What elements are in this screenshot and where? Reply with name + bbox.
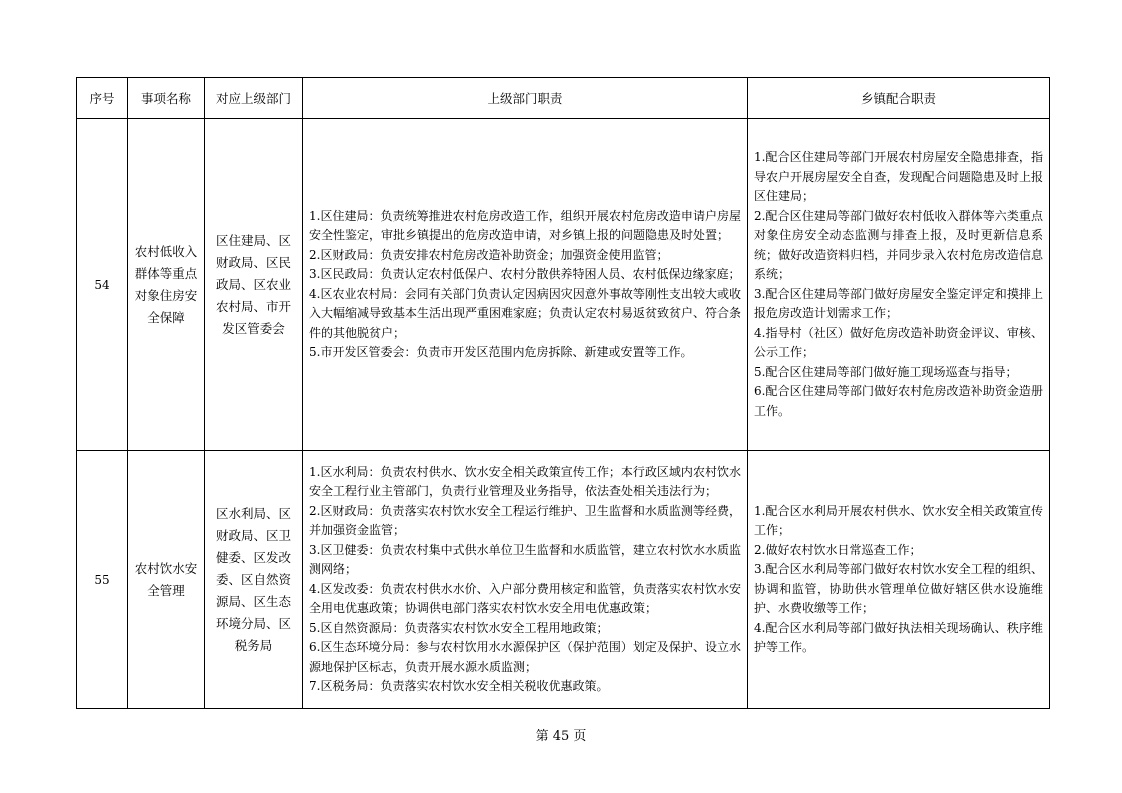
upper-departments: 区水利局、区财政局、区卫健委、区发改委、区自然资源局、区生态环境分局、区税务局 <box>205 451 303 709</box>
row-number: 54 <box>77 119 128 451</box>
responsibility-item: 4.配合区水利局等部门做好执法相关现场确认、秩序维护等工作。 <box>754 620 1043 654</box>
table-row <box>77 119 1050 451</box>
responsibility-item: 2.区财政局：负责安排农村危房改造补助资金；加强资金使用监管； <box>309 247 669 262</box>
town-responsibility-cell <box>748 119 1050 451</box>
responsibility-item: 6.配合区住建局等部门做好农村危房改造补助资金造册工作。 <box>754 384 1043 418</box>
responsibility-table <box>76 77 1050 709</box>
responsibility-item: 2.做好农村饮水日常巡查工作； <box>754 542 922 557</box>
upper-responsibility-cell <box>303 119 748 451</box>
responsibility-item: 1.配合区水利局开展农村供水、饮水安全相关政策宣传工作； <box>754 503 1043 537</box>
item-name: 农村饮水安全管理 <box>128 451 205 709</box>
responsibility-item: 5.市开发区管委会：负责市开发区范围内危房拆除、新建或安置等工作。 <box>309 345 693 359</box>
responsibility-item: 4.指导村（社区）做好危房改造补助资金评议、审核、公示工作； <box>754 325 1043 359</box>
responsibility-item: 6.区生态环境分局：参与农村饮用水水源保护区（保护范围）划定及保护、设立水源地保护区标志，负责开展水源水质监测； <box>309 640 741 674</box>
responsibility-item: 1.配合区住建局等部门开展农村房屋安全隐患排查，指导农户开展房屋安全自查，发现配合问题隐患及时上报区住建局； <box>754 150 1043 203</box>
responsibility-item: 1.区水利局：负责农村供水、饮水安全相关政策宣传工作；本行政区域内农村饮水安全工程行业主管部门，负责行业管理及业务指导，依法查处相关违法行为； <box>309 464 741 498</box>
responsibility-item: 3.区民政局：负责认定农村低保户、农村分散供养特困人员、农村低保边缘家庭； <box>309 267 741 281</box>
header-number: 序号 <box>77 78 128 119</box>
upper-departments: 区住建局、区财政局、区民政局、区农业农村局、市开发区管委会 <box>205 119 303 451</box>
page-number: 第 45 页 <box>535 729 587 744</box>
responsibility-item: 2.配合区住建局等部门做好农村低收入群体等六类重点对象住房安全动态监测与排查上报，及时更新信息系统；做好改造资料归档，并同步录入农村危房改造信息系统； <box>754 208 1043 281</box>
upper-responsibility-cell <box>303 451 748 709</box>
responsibility-item: 2.区财政局：负责落实农村饮水安全工程运行维护、卫生监督和水质监测等经费，并加强资金监管； <box>309 503 741 537</box>
responsibility-item: 7.区税务局：负责落实农村饮水安全相关税收优惠政策。 <box>309 679 609 693</box>
responsibility-item: 1.区住建局：负责统筹推进农村危房改造工作，组织开展农村危房改造申请户房屋安全性鉴定，审批乡镇提出的危房改造申请，对乡镇上报的问题隐患及时处置； <box>309 208 741 242</box>
header-item-name: 事项名称 <box>128 78 205 119</box>
responsibility-item: 4.区农业农村局：会同有关部门负责认定因病因灾因意外事故等刚性支出较大或收入大幅缩减导致基本生活出现严重困难家庭；负责认定农村易返贫致贫户、符合条件的其他脱贫户； <box>309 286 742 340</box>
responsibility-item: 4.区发改委：负责农村供水水价、入户部分费用核定和监管，负责落实农村饮水安全用电优惠政策；协调供电部门落实农村饮水安全用电优惠政策； <box>309 581 741 615</box>
responsibility-item: 5.区自然资源局：负责落实农村饮水安全工程用地政策； <box>309 620 609 635</box>
responsibility-item: 3.配合区住建局等部门做好房屋安全鉴定评定和摸排上报危房改造计划需求工作； <box>754 286 1043 320</box>
table-header-row <box>77 78 1050 119</box>
header-town-responsibility: 乡镇配合职责 <box>748 78 1050 119</box>
header-upper-responsibility: 上级部门职责 <box>303 78 748 119</box>
town-responsibility-cell <box>748 451 1050 709</box>
header-upper-department: 对应上级部门 <box>205 78 303 119</box>
responsibility-item: 3.配合区水利局等部门做好农村饮水安全工程的组织、协调和监管，协助供水管理单位做好辖区供水设施维护、水费收缴等工作； <box>754 562 1043 615</box>
table-row <box>77 451 1050 709</box>
responsibility-item: 3.区卫健委：负责农村集中式供水单位卫生监督和水质监管，建立农村饮水水质监测网络； <box>309 542 741 576</box>
responsibility-item: 5.配合区住建局等部门做好施工现场巡查与指导； <box>754 364 1018 379</box>
row-number: 55 <box>77 451 128 709</box>
item-name: 农村低收入群体等重点对象住房安全保障 <box>128 119 205 451</box>
